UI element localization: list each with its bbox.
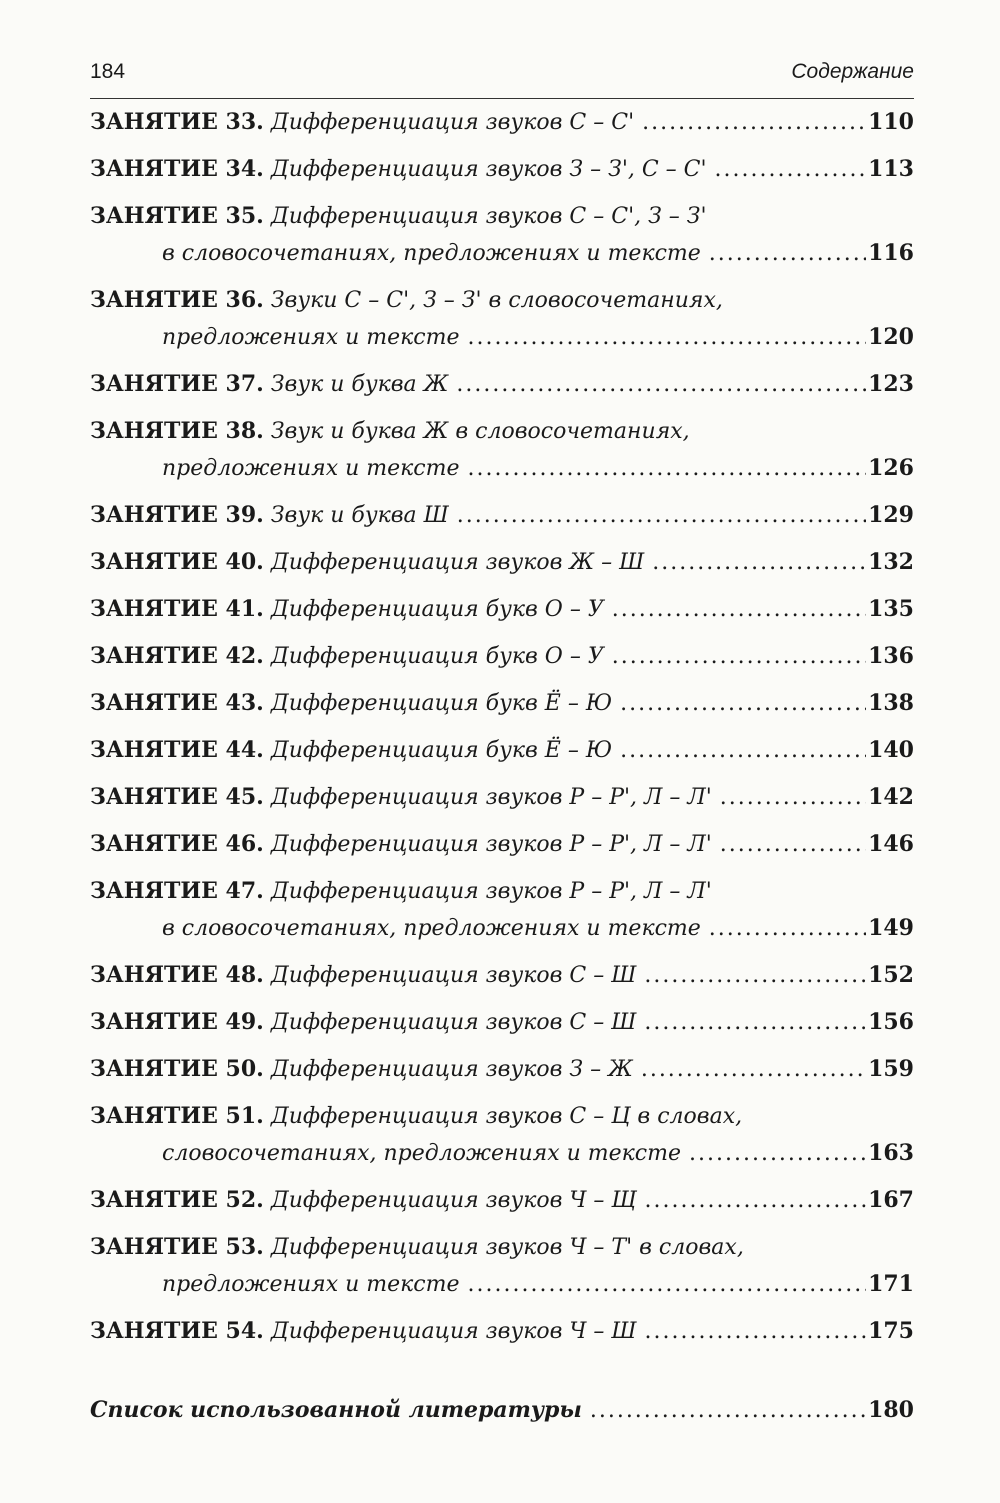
toc-entry-label: ЗАНЯТИЕ 42. bbox=[90, 643, 264, 669]
toc-entry-title: Дифференциация звуков З – З', С – С' bbox=[270, 157, 707, 182]
toc-entry[interactable] bbox=[90, 685, 914, 722]
toc-entry-label: ЗАНЯТИЕ 44. bbox=[90, 737, 264, 763]
spacer bbox=[264, 958, 271, 994]
toc-entry[interactable] bbox=[90, 1004, 914, 1041]
toc-entry-title: Дифференциация звуков Р – Р', Л – Л' bbox=[270, 832, 712, 857]
toc-line bbox=[90, 1182, 914, 1219]
toc-entry-label: ЗАНЯТИЕ 40. bbox=[90, 549, 264, 575]
toc-line bbox=[90, 198, 914, 235]
toc-entry[interactable] bbox=[90, 544, 914, 581]
toc-line bbox=[90, 1051, 914, 1088]
toc-entry-label: ЗАНЯТИЕ 48. bbox=[90, 962, 264, 988]
dot-leader bbox=[468, 451, 867, 487]
toc-entry-literature[interactable] bbox=[90, 1392, 914, 1429]
dot-leader bbox=[612, 639, 866, 675]
toc-line bbox=[90, 497, 914, 534]
toc-entry-page: 152 bbox=[868, 962, 914, 988]
spacer bbox=[264, 1099, 271, 1135]
toc-entry-title-continuation: словосочетаниях, предложениях и тексте bbox=[162, 1141, 681, 1166]
toc-line bbox=[90, 685, 914, 722]
toc-entry-label: ЗАНЯТИЕ 50. bbox=[90, 1056, 264, 1082]
toc-entry[interactable] bbox=[90, 957, 914, 994]
toc-entry-page: 180 bbox=[868, 1397, 914, 1423]
toc-entry-title-continuation: предложениях и тексте bbox=[162, 456, 460, 481]
toc-entry-page: 175 bbox=[868, 1318, 914, 1344]
dot-leader bbox=[620, 733, 866, 769]
toc-entry-title: Дифференциация звуков С – Ш bbox=[270, 963, 637, 988]
spacer bbox=[264, 1052, 271, 1088]
spacer bbox=[264, 1005, 271, 1041]
toc-entry-title: Дифференциация звуков С – С' bbox=[270, 110, 635, 135]
toc-entry-page: 110 bbox=[868, 109, 914, 135]
spacer bbox=[264, 686, 271, 722]
toc-entry-title: Дифференциация звуков Р – Р', Л – Л' bbox=[270, 879, 712, 904]
toc-entry-label: ЗАНЯТИЕ 45. bbox=[90, 784, 264, 810]
toc-line bbox=[90, 957, 914, 994]
dot-leader bbox=[645, 1183, 867, 1219]
dot-leader bbox=[644, 958, 866, 994]
dot-leader bbox=[612, 592, 866, 628]
toc-entries bbox=[90, 104, 914, 1350]
toc-entry-title-continuation: в словосочетаниях, предложениях и тексте bbox=[162, 241, 701, 266]
toc-line bbox=[90, 591, 914, 628]
toc-entry-page: 129 bbox=[868, 502, 914, 528]
dot-leader bbox=[720, 827, 866, 863]
toc-entry-page: 116 bbox=[868, 240, 914, 266]
toc-line bbox=[90, 1392, 914, 1429]
dot-leader bbox=[709, 236, 866, 272]
spacer bbox=[264, 498, 271, 534]
toc-entry-title: Дифференциация звуков С – Ш bbox=[270, 1010, 637, 1035]
spacer bbox=[264, 545, 271, 581]
toc-entry-title: Список использованной литературы bbox=[90, 1397, 582, 1423]
table-of-contents bbox=[90, 104, 914, 1439]
spacer bbox=[264, 414, 271, 450]
toc-entry[interactable] bbox=[90, 779, 914, 816]
toc-line bbox=[90, 104, 914, 141]
toc-line bbox=[90, 826, 914, 863]
toc-entry[interactable] bbox=[90, 1313, 914, 1350]
toc-line bbox=[90, 1229, 914, 1266]
toc-line bbox=[90, 873, 914, 910]
toc-line-continuation bbox=[90, 1135, 914, 1172]
toc-entry[interactable] bbox=[90, 873, 914, 947]
toc-entry[interactable] bbox=[90, 1051, 914, 1088]
toc-entry-title: Дифференциация букв О – У bbox=[270, 597, 604, 622]
dot-leader bbox=[720, 780, 866, 816]
toc-entry-page: 138 bbox=[868, 690, 914, 716]
toc-entry-label: ЗАНЯТИЕ 35. bbox=[90, 203, 264, 229]
toc-line bbox=[90, 1313, 914, 1350]
toc-line bbox=[90, 366, 914, 403]
toc-entry-title: Дифференциация звуков Ч – Ш bbox=[270, 1319, 637, 1344]
toc-entry-label: ЗАНЯТИЕ 39. bbox=[90, 502, 264, 528]
toc-line-continuation bbox=[90, 450, 914, 487]
spacer bbox=[264, 592, 271, 628]
spacer bbox=[264, 367, 271, 403]
toc-entry-title: Дифференциация звуков Ч – Т' в словах, bbox=[270, 1235, 744, 1260]
toc-line-continuation bbox=[90, 1266, 914, 1303]
toc-entry-page: 142 bbox=[868, 784, 914, 810]
toc-entry[interactable] bbox=[90, 1229, 914, 1303]
toc-line bbox=[90, 413, 914, 450]
toc-entry-page: 140 bbox=[868, 737, 914, 763]
toc-entry-label: ЗАНЯТИЕ 47. bbox=[90, 878, 264, 904]
toc-entry[interactable] bbox=[90, 1098, 914, 1172]
toc-entry-label: ЗАНЯТИЕ 43. bbox=[90, 690, 264, 716]
toc-line bbox=[90, 1004, 914, 1041]
page-number: 184 bbox=[90, 60, 126, 83]
toc-entry-title: Дифференциация звуков З – Ж bbox=[270, 1057, 633, 1082]
toc-entry-title: Дифференциация букв О – У bbox=[270, 644, 604, 669]
dot-leader bbox=[620, 686, 866, 722]
toc-entry-title: Дифференциация букв Ё – Ю bbox=[270, 691, 613, 716]
toc-entry-title: Звук и буква Ж bbox=[270, 372, 449, 397]
toc-entry[interactable] bbox=[90, 282, 914, 356]
toc-entry-page: 149 bbox=[868, 915, 914, 941]
dot-leader bbox=[468, 320, 867, 356]
dot-leader bbox=[709, 911, 866, 947]
toc-line bbox=[90, 638, 914, 675]
toc-line-continuation bbox=[90, 235, 914, 272]
toc-line bbox=[90, 732, 914, 769]
toc-line-continuation bbox=[90, 319, 914, 356]
spacer bbox=[264, 283, 271, 319]
dot-leader bbox=[456, 367, 866, 403]
toc-entry-label: ЗАНЯТИЕ 51. bbox=[90, 1103, 264, 1129]
toc-entry-page: 156 bbox=[868, 1009, 914, 1035]
toc-entry-page: 163 bbox=[868, 1140, 914, 1166]
toc-entry-label: ЗАНЯТИЕ 52. bbox=[90, 1187, 264, 1213]
toc-entry-label: ЗАНЯТИЕ 53. bbox=[90, 1234, 264, 1260]
spacer bbox=[264, 733, 271, 769]
toc-entry[interactable] bbox=[90, 104, 914, 141]
dot-leader bbox=[644, 1005, 866, 1041]
spacer bbox=[264, 105, 271, 141]
toc-entry[interactable] bbox=[90, 732, 914, 769]
toc-entry-title: Дифференциация букв Ё – Ю bbox=[270, 738, 613, 763]
toc-entry[interactable] bbox=[90, 1182, 914, 1219]
toc-entry-page: 136 bbox=[868, 643, 914, 669]
toc-entry-label: ЗАНЯТИЕ 54. bbox=[90, 1318, 264, 1344]
spacer bbox=[264, 874, 271, 910]
spacer bbox=[264, 639, 271, 675]
toc-entry[interactable] bbox=[90, 151, 914, 188]
dot-leader bbox=[642, 105, 866, 141]
toc-entry-title: Дифференциация звуков Р – Р', Л – Л' bbox=[270, 785, 712, 810]
dot-leader bbox=[715, 152, 867, 188]
toc-entry-page: 159 bbox=[868, 1056, 914, 1082]
toc-entry-title: Звук и буква Ж в словосочетаниях, bbox=[270, 419, 690, 444]
toc-entry-label: ЗАНЯТИЕ 49. bbox=[90, 1009, 264, 1035]
toc-entry-title-continuation: в словосочетаниях, предложениях и тексте bbox=[162, 916, 701, 941]
toc-line bbox=[90, 779, 914, 816]
toc-entry[interactable] bbox=[90, 826, 914, 863]
toc-entry-page: 171 bbox=[868, 1271, 914, 1297]
toc-entry-label: ЗАНЯТИЕ 37. bbox=[90, 371, 264, 397]
toc-entry-label: ЗАНЯТИЕ 46. bbox=[90, 831, 264, 857]
toc-entry-page: 167 bbox=[868, 1187, 914, 1213]
toc-entry-label: ЗАНЯТИЕ 34. bbox=[90, 156, 264, 182]
spacer bbox=[264, 780, 271, 816]
toc-entry-title-continuation: предложениях и тексте bbox=[162, 325, 460, 350]
spacer bbox=[264, 1230, 271, 1266]
toc-entry-label: ЗАНЯТИЕ 38. bbox=[90, 418, 264, 444]
dot-leader bbox=[457, 498, 866, 534]
toc-entry-label: ЗАНЯТИЕ 36. bbox=[90, 287, 264, 313]
toc-entry-label: ЗАНЯТИЕ 41. bbox=[90, 596, 264, 622]
page-header bbox=[90, 58, 914, 99]
toc-entry-title: Звук и буква Ш bbox=[270, 503, 449, 528]
dot-leader bbox=[652, 545, 866, 581]
dot-leader bbox=[468, 1267, 867, 1303]
toc-entry-label: ЗАНЯТИЕ 33. bbox=[90, 109, 264, 135]
toc-entry[interactable] bbox=[90, 413, 914, 487]
toc-entry-page: 113 bbox=[868, 156, 914, 182]
toc-line bbox=[90, 544, 914, 581]
toc-entry-page: 120 bbox=[868, 324, 914, 350]
toc-line-continuation bbox=[90, 910, 914, 947]
dot-leader bbox=[641, 1052, 866, 1088]
toc-entry-title: Дифференциация звуков С – Ц в словах, bbox=[270, 1104, 743, 1129]
spacer bbox=[264, 827, 271, 863]
toc-entry-page: 135 bbox=[868, 596, 914, 622]
toc-entry-title: Звуки С – С', З – З' в словосочетаниях, bbox=[270, 288, 723, 313]
dot-leader bbox=[645, 1314, 867, 1350]
spacer bbox=[264, 1314, 271, 1350]
spacer bbox=[264, 1183, 271, 1219]
toc-entry-title: Дифференциация звуков Ж – Ш bbox=[270, 550, 645, 575]
toc-entry[interactable] bbox=[90, 638, 914, 675]
toc-entry[interactable] bbox=[90, 497, 914, 534]
spacer bbox=[264, 199, 271, 235]
toc-entry-title: Дифференциация звуков Ч – Щ bbox=[270, 1188, 637, 1213]
toc-entry[interactable] bbox=[90, 591, 914, 628]
toc-entry-title-continuation: предложениях и тексте bbox=[162, 1272, 460, 1297]
toc-line bbox=[90, 151, 914, 188]
toc-entry-title: Дифференциация звуков С – С', З – З' bbox=[270, 204, 707, 229]
toc-entry-page: 126 bbox=[868, 455, 914, 481]
toc-entry-page: 146 bbox=[868, 831, 914, 857]
toc-entry[interactable] bbox=[90, 366, 914, 403]
toc-entry-page: 123 bbox=[868, 371, 914, 397]
toc-line bbox=[90, 282, 914, 319]
toc-line bbox=[90, 1098, 914, 1135]
dot-leader bbox=[590, 1393, 866, 1429]
section-title: Содержание bbox=[791, 60, 914, 83]
spacer bbox=[264, 152, 271, 188]
toc-entry[interactable] bbox=[90, 198, 914, 272]
toc-entry-page: 132 bbox=[868, 549, 914, 575]
dot-leader bbox=[689, 1136, 866, 1172]
